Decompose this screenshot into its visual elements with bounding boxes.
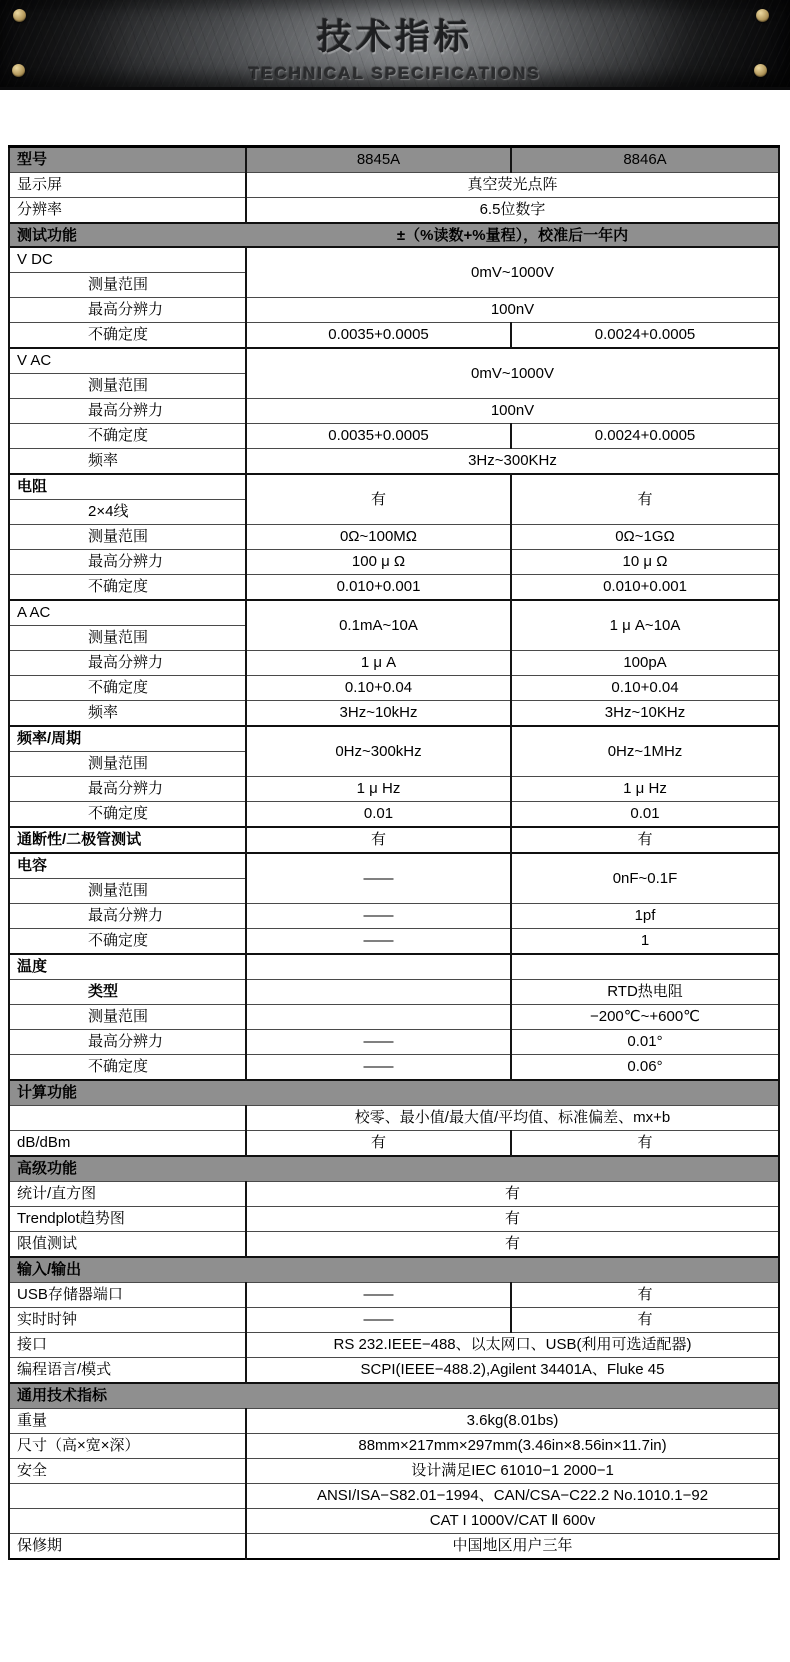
page-title: 技术指标 bbox=[316, 18, 473, 57]
table-row bbox=[9, 802, 779, 828]
spec-label-cell: 最高分辨力 bbox=[9, 399, 246, 424]
spec-label-cell: 不确定度 bbox=[9, 802, 246, 828]
spec-value-cell: 8845A bbox=[246, 147, 511, 173]
spec-label-cell: 测量范围 bbox=[9, 1005, 246, 1030]
spec-table-wrap bbox=[8, 145, 790, 1560]
spec-value-cell: 0.10+0.04 bbox=[511, 676, 779, 701]
table-row bbox=[9, 904, 779, 929]
spec-value-cell: 真空荧光点阵 bbox=[246, 173, 779, 198]
spec-label-cell: 不确定度 bbox=[9, 929, 246, 955]
spec-label-cell: 电容 bbox=[9, 853, 246, 879]
spec-value-cell: 有 bbox=[246, 1207, 779, 1232]
table-row bbox=[9, 1333, 779, 1358]
spec-label-cell: 频率/周期 bbox=[9, 726, 246, 752]
table-row bbox=[9, 726, 779, 752]
section-header-cell: 计算功能 bbox=[9, 1080, 779, 1106]
table-row bbox=[9, 399, 779, 424]
spec-label-cell: 测量范围 bbox=[9, 273, 246, 298]
spec-label-cell: 频率 bbox=[9, 449, 246, 475]
table-row bbox=[9, 827, 779, 853]
spec-value-cell: 0.06° bbox=[511, 1055, 779, 1081]
spec-value-cell: 0.01 bbox=[511, 802, 779, 828]
spec-label-cell: 编程语言/模式 bbox=[9, 1358, 246, 1384]
spec-value-cell: 有 bbox=[246, 827, 511, 853]
spec-label-cell: 类型 bbox=[9, 980, 246, 1005]
spec-value-cell: 校零、最小值/最大值/平均值、标准偏差、mx+b bbox=[246, 1106, 779, 1131]
spec-value-cell: 0.1mA~10A bbox=[246, 600, 511, 651]
spec-value-cell: 1 μ A bbox=[246, 651, 511, 676]
spec-label-cell bbox=[9, 1484, 246, 1509]
spec-label-cell: 最高分辨力 bbox=[9, 904, 246, 929]
table-row bbox=[9, 575, 779, 601]
banner-text bbox=[0, 10, 790, 84]
spec-value-cell: 3Hz~10kHz bbox=[246, 701, 511, 727]
table-row bbox=[9, 173, 779, 198]
table-row bbox=[9, 1232, 779, 1258]
spec-label-cell bbox=[9, 1106, 246, 1131]
spec-label-cell: 测量范围 bbox=[9, 626, 246, 651]
table-row bbox=[9, 474, 779, 500]
spec-value-cell: 有 bbox=[511, 1131, 779, 1157]
table-row bbox=[9, 198, 779, 224]
spec-value-cell: 有 bbox=[246, 1182, 779, 1207]
section-value: ±（%读数+%量程），校准后一年内 bbox=[396, 227, 629, 244]
spec-value-cell: 0Ω~1GΩ bbox=[511, 525, 779, 550]
spec-value-cell: 0mV~1000V bbox=[246, 348, 779, 399]
spec-label-cell: 最高分辨力 bbox=[9, 651, 246, 676]
spec-label-cell: A AC bbox=[9, 600, 246, 626]
spec-value-cell: 1 bbox=[511, 929, 779, 955]
spec-value-cell: 0Hz~300kHz bbox=[246, 726, 511, 777]
table-row bbox=[9, 1484, 779, 1509]
table-row bbox=[9, 1358, 779, 1384]
spec-table bbox=[8, 145, 780, 1560]
spec-label-cell: 通断性/二极管测试 bbox=[9, 827, 246, 853]
spec-value-cell bbox=[511, 954, 779, 980]
table-row bbox=[9, 1257, 779, 1283]
section-header-cell: 通用技术指标 bbox=[9, 1383, 779, 1409]
spec-value-cell bbox=[246, 980, 511, 1005]
spec-value-cell: 0.0024+0.0005 bbox=[511, 424, 779, 449]
spec-value-cell: 0.010+0.001 bbox=[246, 575, 511, 601]
table-row bbox=[9, 600, 779, 626]
spec-label-cell: 统计/直方图 bbox=[9, 1182, 246, 1207]
spec-value-cell: —— bbox=[246, 1055, 511, 1081]
spec-value-cell: 6.5位数字 bbox=[246, 198, 779, 224]
spec-value-cell: 1 μ Hz bbox=[246, 777, 511, 802]
spec-value-cell: 有 bbox=[511, 827, 779, 853]
spec-label-cell: 分辨率 bbox=[9, 198, 246, 224]
spec-value-cell: 3Hz~10KHz bbox=[511, 701, 779, 727]
spec-table-body bbox=[9, 147, 779, 1560]
spec-value-cell: 0.10+0.04 bbox=[246, 676, 511, 701]
table-row bbox=[9, 1156, 779, 1182]
table-row bbox=[9, 1030, 779, 1055]
table-row bbox=[9, 1534, 779, 1560]
spec-value-cell: 88mm×217mm×297mm(3.46in×8.56in×11.7in) bbox=[246, 1434, 779, 1459]
table-row bbox=[9, 701, 779, 727]
table-row bbox=[9, 525, 779, 550]
spec-value-cell: 0Ω~100MΩ bbox=[246, 525, 511, 550]
spec-value-cell: 100 μ Ω bbox=[246, 550, 511, 575]
spec-label-cell: 最高分辨力 bbox=[9, 777, 246, 802]
spec-label-cell: 不确定度 bbox=[9, 676, 246, 701]
spec-value-cell: 0.01 bbox=[246, 802, 511, 828]
spec-value-cell: 100nV bbox=[246, 298, 779, 323]
spec-value-cell: 有 bbox=[511, 474, 779, 525]
table-row bbox=[9, 1459, 779, 1484]
spec-value-cell: 0nF~0.1F bbox=[511, 853, 779, 904]
spec-value-cell: 0Hz~1MHz bbox=[511, 726, 779, 777]
spec-value-cell: —— bbox=[246, 853, 511, 904]
spec-value-cell: 中国地区用户三年 bbox=[246, 1534, 779, 1560]
spec-value-cell: 10 μ Ω bbox=[511, 550, 779, 575]
spec-value-cell: 1 μ Hz bbox=[511, 777, 779, 802]
spec-label-cell: 测量范围 bbox=[9, 374, 246, 399]
spec-label-cell: 不确定度 bbox=[9, 424, 246, 449]
spec-value-cell: 有 bbox=[246, 1232, 779, 1258]
spec-value-cell: 有 bbox=[511, 1283, 779, 1308]
spec-label-cell: 型号 bbox=[9, 147, 246, 173]
table-row bbox=[9, 1383, 779, 1409]
spec-value-cell: —— bbox=[246, 1308, 511, 1333]
table-row bbox=[9, 1106, 779, 1131]
spec-value-cell: —— bbox=[246, 904, 511, 929]
spec-value-cell: 0.0035+0.0005 bbox=[246, 424, 511, 449]
spec-label-cell: 显示屏 bbox=[9, 173, 246, 198]
spec-label-cell: 频率 bbox=[9, 701, 246, 727]
spec-value-cell: 有 bbox=[246, 474, 511, 525]
table-row bbox=[9, 676, 779, 701]
table-row bbox=[9, 147, 779, 173]
spec-value-cell: 0.010+0.001 bbox=[511, 575, 779, 601]
table-row bbox=[9, 1283, 779, 1308]
spec-value-cell: 有 bbox=[511, 1308, 779, 1333]
spec-label-cell: 最高分辨力 bbox=[9, 1030, 246, 1055]
spec-value-cell: RTD热电阻 bbox=[511, 980, 779, 1005]
spec-value-cell bbox=[246, 1005, 511, 1030]
spec-value-cell bbox=[246, 954, 511, 980]
spec-value-cell: 1pf bbox=[511, 904, 779, 929]
table-row bbox=[9, 1509, 779, 1534]
spec-label-cell: 最高分辨力 bbox=[9, 298, 246, 323]
table-row bbox=[9, 1080, 779, 1106]
spec-label-cell: 安全 bbox=[9, 1459, 246, 1484]
spec-label-cell: dB/dBm bbox=[9, 1131, 246, 1157]
spec-value-cell: ANSI/ISA−S82.01−1994、CAN/CSA−C22.2 No.1010.1−92 bbox=[246, 1484, 779, 1509]
table-row bbox=[9, 1182, 779, 1207]
spec-label-cell: 保修期 bbox=[9, 1534, 246, 1560]
metal-banner bbox=[0, 0, 790, 90]
spec-label-cell: 2×4线 bbox=[9, 500, 246, 525]
table-row bbox=[9, 348, 779, 374]
spec-value-cell: 有 bbox=[246, 1131, 511, 1157]
table-row bbox=[9, 954, 779, 980]
spec-label-cell: 接口 bbox=[9, 1333, 246, 1358]
spec-value-cell: 0.0035+0.0005 bbox=[246, 323, 511, 349]
table-row bbox=[9, 651, 779, 676]
table-row bbox=[9, 980, 779, 1005]
table-row bbox=[9, 929, 779, 955]
spec-value-cell: −200℃~+600℃ bbox=[511, 1005, 779, 1030]
spec-label-cell: 重量 bbox=[9, 1409, 246, 1434]
table-row bbox=[9, 1005, 779, 1030]
spec-value-cell: 8846A bbox=[511, 147, 779, 173]
table-row bbox=[9, 247, 779, 273]
spec-label-cell: 测量范围 bbox=[9, 525, 246, 550]
spec-value-cell: 0mV~1000V bbox=[246, 247, 779, 298]
spec-label-cell: 实时时钟 bbox=[9, 1308, 246, 1333]
table-row bbox=[9, 777, 779, 802]
section-label: 测试功能 bbox=[17, 227, 78, 244]
table-row bbox=[9, 1308, 779, 1333]
spec-label-cell: 不确定度 bbox=[9, 1055, 246, 1081]
spec-value-cell: 设计满足IEC 61010−1 2000−1 bbox=[246, 1459, 779, 1484]
spec-value-cell: SCPI(IEEE−488.2),Agilent 34401A、Fluke 45 bbox=[246, 1358, 779, 1384]
spec-label-cell: 测量范围 bbox=[9, 752, 246, 777]
table-row bbox=[9, 298, 779, 323]
spec-value-cell: 1 μ A~10A bbox=[511, 600, 779, 651]
table-row bbox=[9, 323, 779, 349]
table-row bbox=[9, 550, 779, 575]
table-row bbox=[9, 1131, 779, 1157]
spec-label-cell: 温度 bbox=[9, 954, 246, 980]
spec-label-cell: Trendplot趋势图 bbox=[9, 1207, 246, 1232]
table-row bbox=[9, 1055, 779, 1081]
spec-value-cell: —— bbox=[246, 929, 511, 955]
spec-value-cell: 100nV bbox=[246, 399, 779, 424]
section-header-cell: 输入/输出 bbox=[9, 1257, 779, 1283]
table-row bbox=[9, 424, 779, 449]
spec-label-cell: USB存储器端口 bbox=[9, 1283, 246, 1308]
spec-label-cell: 限值测试 bbox=[9, 1232, 246, 1258]
table-row bbox=[9, 1434, 779, 1459]
spec-label-cell: 尺寸（高×宽×深） bbox=[9, 1434, 246, 1459]
spec-value-cell: —— bbox=[246, 1283, 511, 1308]
spec-value-cell: 0.0024+0.0005 bbox=[511, 323, 779, 349]
spec-value-cell: CAT I 1000V/CAT Ⅱ 600v bbox=[246, 1509, 779, 1534]
spec-value-cell: 0.01° bbox=[511, 1030, 779, 1055]
section-header-cell bbox=[9, 223, 779, 247]
spec-label-cell: 不确定度 bbox=[9, 323, 246, 349]
spec-value-cell: 100pA bbox=[511, 651, 779, 676]
table-row bbox=[9, 853, 779, 879]
spec-value-cell: 3.6kg(8.01bs) bbox=[246, 1409, 779, 1434]
spec-label-cell: 测量范围 bbox=[9, 879, 246, 904]
spec-label-cell: V DC bbox=[9, 247, 246, 273]
table-row bbox=[9, 449, 779, 475]
table-row bbox=[9, 1409, 779, 1434]
spec-value-cell: —— bbox=[246, 1030, 511, 1055]
spec-label-cell: V AC bbox=[9, 348, 246, 374]
table-row bbox=[9, 1207, 779, 1232]
section-header-cell: 高级功能 bbox=[9, 1156, 779, 1182]
spec-label-cell: 最高分辨力 bbox=[9, 550, 246, 575]
table-row bbox=[9, 223, 779, 247]
spec-label-cell: 电阻 bbox=[9, 474, 246, 500]
page-subtitle: TECHNICAL SPECIFICATIONS bbox=[249, 64, 541, 83]
spec-label-cell: 不确定度 bbox=[9, 575, 246, 601]
spec-value-cell: 3Hz~300KHz bbox=[246, 449, 779, 475]
spec-value-cell: RS 232.IEEE−488、以太网口、USB(利用可选适配器) bbox=[246, 1333, 779, 1358]
spec-label-cell bbox=[9, 1509, 246, 1534]
